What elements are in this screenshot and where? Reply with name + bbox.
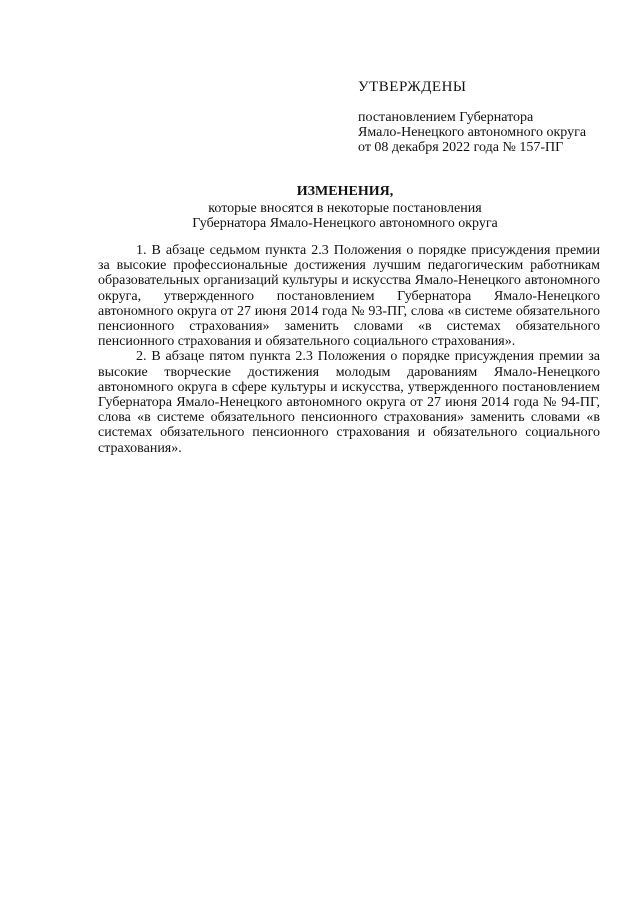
document-subtitle-line-2: Губернатора Ямало-Ненецкого автономного округа	[192, 216, 498, 231]
paragraph-1: 1. В абзаце седьмом пункта 2.3 Положения о порядке присуждения премии за высокие профессиональные достижения лучшим педагогическим работникам образовательных организаций культуры и искусства Ямало-Ненецкого автономного округа, утвержденного постановлением Губернатора Ямало-Ненецкого автономного округа от 27 июня 2014 года № 93-ПГ, слова «в системе обязательного пенсионного страхования» заменить словами «в системах обязательного пенсионного страхования и обязательного социального страхования».	[98, 243, 600, 350]
approval-title: УТВЕРЖДЕНЫ	[358, 79, 467, 95]
approval-line-2: Ямало-Ненецкого автономного округа	[358, 125, 587, 140]
document-heading	[90, 184, 600, 231]
paragraph-2: 2. В абзаце пятом пункта 2.3 Положения о порядке присуждения премии за высокие творческие достижения молодым дарованиям Ямало-Ненецкого автономного округа в сфере культуры и искусства, утвержденного постановлением Губернатора Ямало-Ненецкого автономного округа от 27 июня 2014 года № 94-ПГ, слова «в системе обязательного пенсионного страхования» заменить словами «в системах обязательного пенсионного страхования и обязательного социального страхования».	[98, 349, 600, 456]
approval-line-1: постановлением Губернатора	[358, 110, 534, 125]
approval-block	[358, 78, 608, 155]
document-title: ИЗМЕНЕНИЯ,	[296, 184, 394, 199]
document-body	[98, 243, 600, 456]
approval-line-3: от 08 декабря 2022 года № 157-ПГ	[358, 140, 564, 155]
document-subtitle-line-1: которые вносятся в некоторые постановления	[208, 201, 482, 216]
